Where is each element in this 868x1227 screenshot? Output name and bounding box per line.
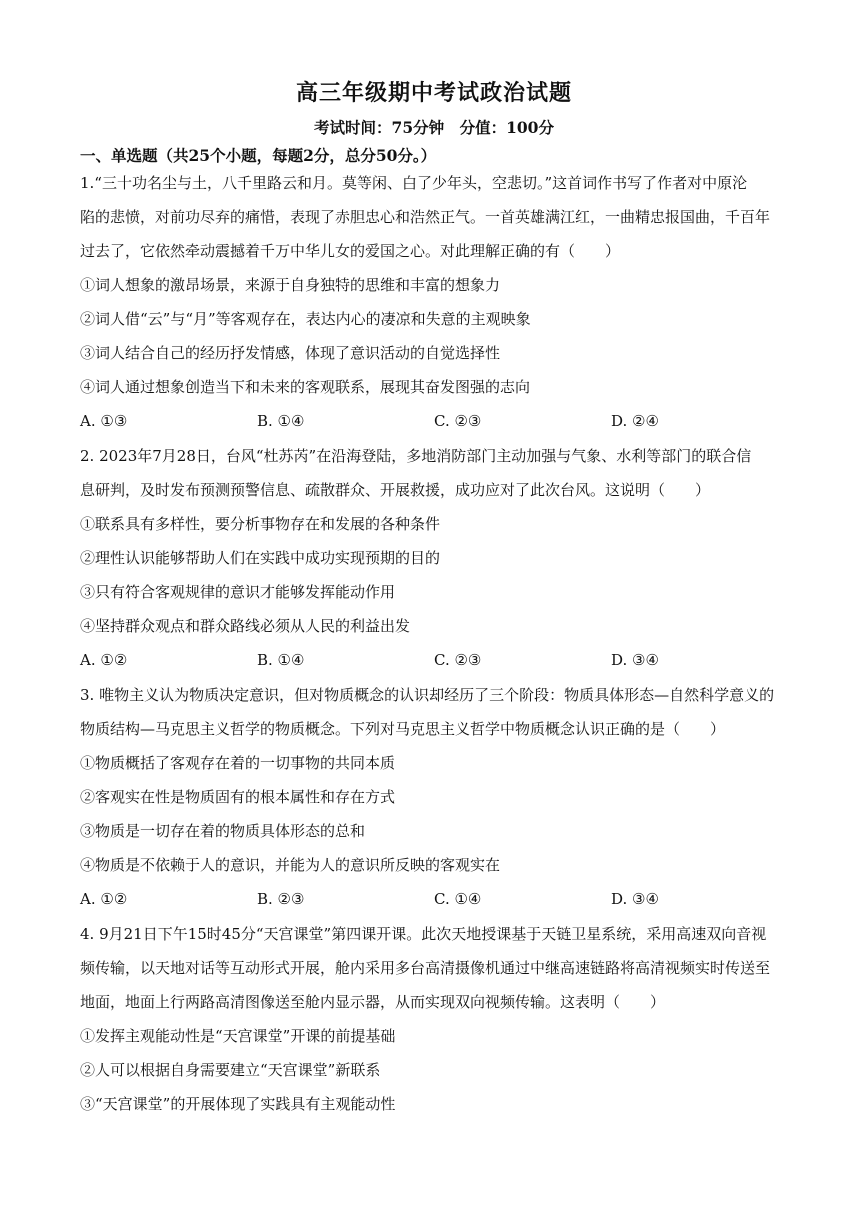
question-3-item: ④物质是不依赖于人的意识，并能为人的意识所反映的客观实在 (80, 856, 501, 874)
option-a[interactable]: A. ①③ (80, 412, 128, 430)
option-b[interactable]: B. ①④ (257, 412, 305, 430)
question-2-item: ②理性认识能够帮助人们在实践中成功实现预期的目的 (80, 549, 441, 567)
question-1-item: ④词人通过想象创造当下和未来的客观联系，展现其奋发图强的志向 (80, 378, 531, 396)
question-1-item: ③词人结合自己的经历抒发情感，体现了意识活动的自觉选择性 (80, 344, 501, 362)
question-1-line: 1.“三十功名尘与土，八千里路云和月。莫等闲、白了少年头，空悲切。”这首词作书写了作者对中原沦 (80, 174, 748, 192)
question-3-line: 物质结构—马克思主义哲学的物质概念。下列对马克思主义哲学中物质概念认识正确的是（ ） (80, 720, 726, 738)
question-1-item: ②词人借“云”与“月”等客观存在，表达内心的凄凉和失意的主观映象 (80, 310, 531, 328)
option-a[interactable]: A. ①② (80, 651, 128, 669)
question-3-item: ③物质是一切存在着的物质具体形态的总和 (80, 822, 366, 840)
section-heading: 一、单选题（共25个小题，每题2分，总分50分。） (80, 146, 437, 165)
question-4-line: 频传输，以天地对话等互动形式开展，舱内采用多台高清摄像机通过中继高速链路将高清视频实时传送至 (80, 959, 771, 977)
question-4-item: ③“天宫课堂”的开展体现了实践具有主观能动性 (80, 1095, 396, 1113)
question-4-item: ②人可以根据自身需要建立“天宫课堂”新联系 (80, 1061, 381, 1079)
option-a[interactable]: A. ①② (80, 890, 128, 908)
question-4-line: 地面，地面上行两路高清图像送至舱内显示器，从而实现双向视频传输。这表明（ ） (80, 993, 666, 1011)
question-4-line: 4. 9月21日下午15时45分“天宫课堂”第四课开课。此次天地授课基于天链卫星系统，采用高速双向音视 (80, 925, 767, 943)
question-3-item: ②客观实在性是物质固有的根本属性和存在方式 (80, 788, 396, 806)
question-2-item: ④坚持群众观点和群众路线必须从人民的利益出发 (80, 617, 411, 635)
question-1-line: 过去了，它依然牵动震撼着千万中华儿女的爱国之心。对此理解正确的有（ ） (80, 242, 621, 260)
question-3-item: ①物质概括了客观存在着的一切事物的共同本质 (80, 754, 396, 772)
question-2-item: ①联系具有多样性，要分析事物存在和发展的各种条件 (80, 515, 441, 533)
question-3-line: 3. 唯物主义认为物质决定意识，但对物质概念的认识却经历了三个阶段：物质具体形态—自然科学意义的 (80, 686, 775, 704)
option-c[interactable]: C. ①④ (434, 890, 482, 908)
question-2-line: 息研判，及时发布预测预警信息、疏散群众、开展救援，成功应对了此次台风。这说明（ ） (80, 481, 711, 499)
question-2-item: ③只有符合客观规律的意识才能够发挥能动作用 (80, 583, 396, 601)
question-1-line: 陷的悲愤，对前功尽弃的痛惜，表现了赤胆忠心和浩然正气。一首英雄满江红，一曲精忠报国曲，千百年 (80, 208, 771, 226)
option-b[interactable]: B. ①④ (257, 651, 305, 669)
question-4-item: ①发挥主观能动性是“天宫课堂”开课的前提基础 (80, 1027, 396, 1045)
option-d[interactable]: D. ②④ (611, 412, 659, 430)
option-b[interactable]: B. ②③ (257, 890, 305, 908)
page-title: 高三年级期中考试政治试题 (295, 80, 572, 106)
option-c[interactable]: C. ②③ (434, 412, 482, 430)
exam-info: 考试时间：75分钟 分值：100分 (314, 118, 554, 137)
option-d[interactable]: D. ③④ (611, 890, 659, 908)
option-c[interactable]: C. ②③ (434, 651, 482, 669)
question-1-item: ①词人想象的激昂场景，来源于自身独特的思维和丰富的想象力 (80, 276, 501, 294)
question-2-line: 2. 2023年7月28日，台风“杜苏芮”在沿海登陆，多地消防部门主动加强与气象、水利等部门的联合信 (80, 447, 752, 465)
option-d[interactable]: D. ③④ (611, 651, 659, 669)
